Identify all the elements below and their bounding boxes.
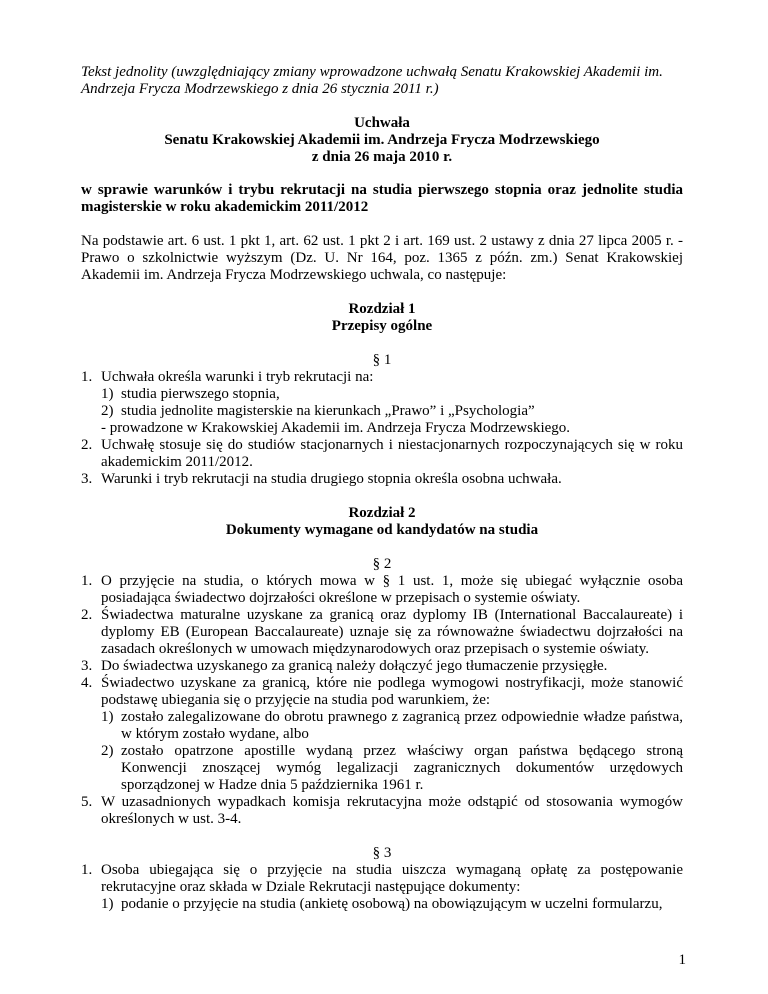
page-number: 1: [678, 952, 686, 968]
list-item: [81, 862, 683, 913]
item-text: Uchwała określa warunki i tryb rekrutacji na:: [101, 369, 374, 385]
item-number: 2.: [81, 607, 93, 623]
paragraph-1-label: § 1: [372, 352, 392, 368]
sub-item-text: podanie o przyjęcie na studia (ankietę osobową) na obowiązującym w uczelni formularzu,: [121, 896, 663, 912]
title-line-3: z dnia 26 maja 2010 r.: [311, 149, 453, 165]
item-number: 1.: [81, 573, 93, 589]
title-line-1: Uchwała: [354, 115, 410, 131]
list-item: [81, 658, 683, 675]
item-text: Do świadectwa uzyskanego za granicą należy dołączyć jego tłumaczenie przysięgłe.: [101, 658, 608, 674]
list-item: [81, 471, 683, 488]
item-number: 1.: [81, 369, 93, 385]
sub-item-number: 1): [101, 709, 114, 725]
sub-item: [101, 896, 683, 913]
list-item: [81, 675, 683, 794]
item-text: Uchwałę stosuje się do studiów stacjonarnych i niestacjonarnych rozpoczynających się w roku akademickim 2011/2012.: [101, 437, 683, 470]
item-tail: - prowadzone w Krakowskiej Akademii im. Andrzeja Frycza Modrzewskiego.: [101, 420, 571, 436]
chapter-2-heading: [81, 505, 683, 539]
paragraph-2-label: § 2: [372, 556, 392, 572]
sub-item-number: 1): [101, 386, 114, 402]
paragraph-3-items: [81, 862, 683, 913]
list-item: [81, 607, 683, 658]
item-text: Świadectwo uzyskane za granicą, które nie podlega wymogowi nostryfikacji, może stanowić podstawę ubiegania się o przyjęcie na studia pod warunkiem, że:: [101, 675, 683, 708]
item-text: Osoba ubiegająca się o przyjęcie na studia uiszcza wymaganą opłatę za postępowanie rekrutacyjne oraz składa w Dziale Rekrutacji następujące dokumenty:: [101, 862, 683, 895]
sub-item-number: 2): [101, 403, 114, 419]
chapter-1-title: Rozdział 1: [348, 301, 416, 317]
sub-item-number: 1): [101, 896, 114, 912]
paragraph-2-items: [81, 573, 683, 828]
item-text: Warunki i tryb rekrutacji na studia drugiego stopnia określa osobna uchwała.: [101, 471, 562, 487]
item-number: 3.: [81, 658, 93, 674]
chapter-2-subtitle: Dokumenty wymagane od kandydatów na studia: [225, 522, 539, 538]
sub-list: [101, 896, 683, 913]
sub-item-text: studia jednolite magisterskie na kierunkach „Prawo” i „Psychologia”: [121, 403, 535, 419]
title-line-2: Senatu Krakowskiej Akademii im. Andrzeja Frycza Modrzewskiego: [164, 132, 600, 148]
paragraph-1-items: [81, 369, 683, 488]
chapter-1-heading: [81, 301, 683, 335]
chapter-1-subtitle: Przepisy ogólne: [331, 318, 433, 334]
preamble: Na podstawie art. 6 ust. 1 pkt 1, art. 62 ust. 1 pkt 2 i art. 169 ust. 2 ustawy z dnia 27 lipca 2005 r. - Prawo o szkolnictwie wyższym (Dz. U. Nr 164, poz. 1365 z późn. zm.) Senat Krakowskiej Akademii im. Andrzeja Frycza Modrzewskiego uchwala, co następuje:: [81, 233, 683, 283]
item-number: 2.: [81, 437, 93, 453]
sub-item-number: 2): [101, 743, 114, 759]
item-text: Świadectwa maturalne uzyskane za granicą oraz dyplomy IB (International Baccalaureate) i dyplomy EB (European Baccalaureate) uznaje się za równoważne świadectwu dojrzałości na zasadach określonych w umowach międzynarodowych oraz przepisach o systemie oświaty.: [101, 607, 683, 657]
item-number: 1.: [81, 862, 93, 878]
item-number: 5.: [81, 794, 93, 810]
item-text: O przyjęcie na studia, o których mowa w § 1 ust. 1, może się ubiegać wyłącznie osoba posiadająca świadectwo dojrzałości określone w przepisach o systemie oświaty.: [101, 573, 683, 606]
list-item: [81, 369, 683, 437]
resolution-title: [81, 115, 683, 166]
item-number: 4.: [81, 675, 93, 691]
chapter-2-title: Rozdział 2: [348, 505, 416, 521]
sub-item-text: zostało opatrzone apostille wydaną przez właściwy organ państwa będącego stroną Konwencji znoszącej wymóg legalizacji zagranicznych dokumentów urzędowych sporządzonej w Hadze dnia 5 października 1961 r.: [121, 743, 683, 793]
list-item: [81, 573, 683, 607]
document-content: [81, 64, 683, 930]
intro-note: Tekst jednolity (uwzględniający zmiany wprowadzone uchwałą Senatu Krakowskiej Akademii im. Andrzeja Frycza Modrzewskiego z dnia 26 stycznia 2011 r.): [81, 64, 663, 97]
sub-item: [101, 709, 683, 743]
sub-item: [101, 403, 683, 420]
resolution-subject: w sprawie warunków i trybu rekrutacji na studia pierwszego stopnia oraz jednolite studia magisterskie w roku akademickim 2011/2012: [81, 182, 683, 215]
list-item: [81, 437, 683, 471]
sub-item: [101, 743, 683, 794]
paragraph-3-label: § 3: [372, 845, 392, 861]
list-item: [81, 794, 683, 828]
item-text: W uzasadnionych wypadkach komisja rekrutacyjna może odstąpić od stosowania wymogów określonych w ust. 3-4.: [101, 794, 683, 827]
item-number: 3.: [81, 471, 93, 487]
sub-item-text: zostało zalegalizowane do obrotu prawnego z zagranicą przez odpowiednie władze państwa, w którym zostało wydane, albo: [121, 709, 683, 742]
sub-list: [101, 709, 683, 794]
sub-item: [101, 386, 683, 403]
sub-list: [101, 386, 683, 420]
sub-item-text: studia pierwszego stopnia,: [121, 386, 280, 402]
